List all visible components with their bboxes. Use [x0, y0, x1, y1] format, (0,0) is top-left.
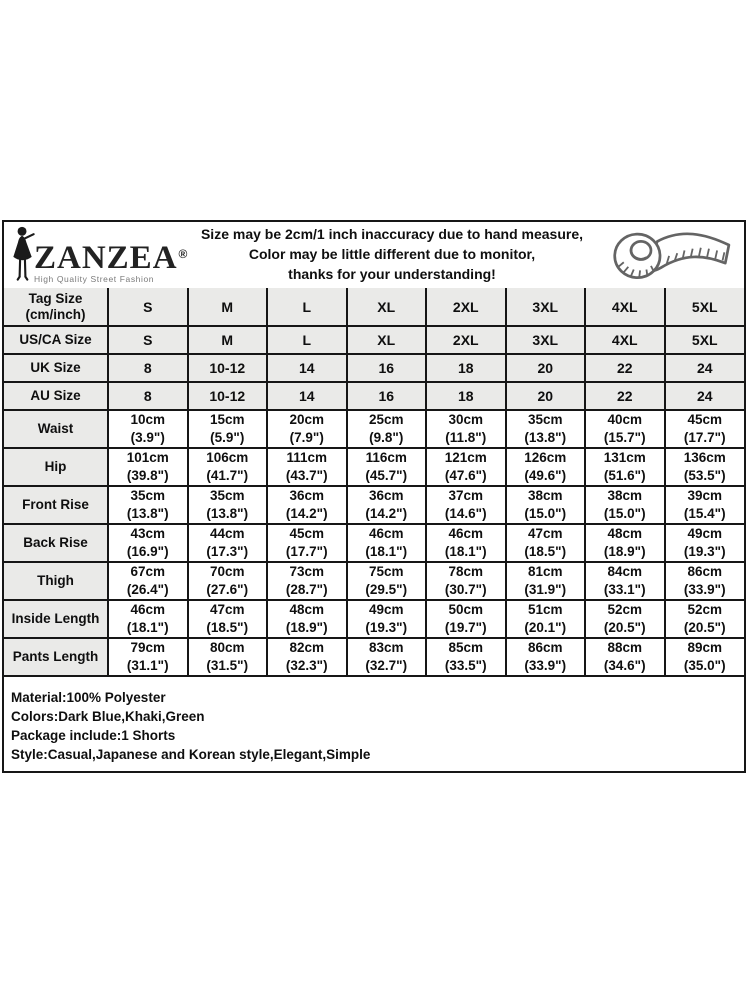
size-cell: L: [267, 326, 347, 354]
row-label: UK Size: [4, 354, 108, 382]
size-cell: 52cm (20.5"): [665, 600, 745, 638]
table-row: [4, 600, 744, 638]
size-cell: 4XL: [585, 288, 665, 326]
size-cell: 22: [585, 354, 665, 382]
table-row: [4, 326, 744, 354]
size-cell: 46cm (18.1"): [108, 600, 188, 638]
size-cell: 24: [665, 382, 745, 410]
table-row: [4, 486, 744, 524]
size-cell: 5XL: [665, 326, 745, 354]
size-cell: 48cm (18.9"): [585, 524, 665, 562]
row-label: Waist: [4, 410, 108, 448]
size-cell: 30cm (11.8"): [426, 410, 506, 448]
size-cell: 86cm (33.9"): [506, 638, 586, 676]
size-cell: 20: [506, 382, 586, 410]
size-cell: 67cm (26.4"): [108, 562, 188, 600]
size-cell: 15cm (5.9"): [188, 410, 268, 448]
woman-silhouette-icon: [10, 226, 36, 284]
size-cell: XL: [347, 288, 427, 326]
disclaimer-line-1: Size may be 2cm/1 inch inaccuracy due to hand measure,: [200, 226, 584, 242]
sheet-header: [4, 222, 744, 288]
row-label: Front Rise: [4, 486, 108, 524]
size-cell: S: [108, 326, 188, 354]
size-cell: 86cm (33.9"): [665, 562, 745, 600]
size-cell: 75cm (29.5"): [347, 562, 427, 600]
size-table: [4, 288, 744, 677]
row-label: Hip: [4, 448, 108, 486]
size-cell: 38cm (15.0"): [506, 486, 586, 524]
size-cell: 49cm (19.3"): [347, 600, 427, 638]
table-row: [4, 382, 744, 410]
size-cell: 45cm (17.7"): [665, 410, 745, 448]
size-cell: L: [267, 288, 347, 326]
row-label: Pants Length: [4, 638, 108, 676]
brand-logo-text: [34, 240, 189, 284]
row-label: Inside Length: [4, 600, 108, 638]
table-row: [4, 354, 744, 382]
row-label: Tag Size (cm/inch): [4, 288, 108, 326]
product-info-material: Material:100% Polyester: [11, 690, 166, 705]
size-cell: 48cm (18.9"): [267, 600, 347, 638]
size-cell: 78cm (30.7"): [426, 562, 506, 600]
table-row: [4, 410, 744, 448]
size-cell: 47cm (18.5"): [506, 524, 586, 562]
size-cell: 35cm (13.8"): [188, 486, 268, 524]
size-cell: 101cm (39.8"): [108, 448, 188, 486]
size-cell: M: [188, 288, 268, 326]
size-cell: 50cm (19.7"): [426, 600, 506, 638]
size-cell: 38cm (15.0"): [585, 486, 665, 524]
size-cell: M: [188, 326, 268, 354]
size-cell: 79cm (31.1"): [108, 638, 188, 676]
size-chart-sheet: [2, 220, 746, 773]
size-cell: 20cm (7.9"): [267, 410, 347, 448]
size-cell: 22: [585, 382, 665, 410]
brand-name: [34, 240, 189, 276]
size-cell: 8: [108, 382, 188, 410]
size-cell: 16: [347, 382, 427, 410]
table-row: [4, 524, 744, 562]
size-cell: 126cm (49.6"): [506, 448, 586, 486]
size-cell: 35cm (13.8"): [506, 410, 586, 448]
disclaimer-line-2: Color may be little different due to monitor,: [248, 246, 536, 262]
row-label: US/CA Size: [4, 326, 108, 354]
row-label: AU Size: [4, 382, 108, 410]
size-cell: S: [108, 288, 188, 326]
size-cell: 46cm (18.1"): [426, 524, 506, 562]
size-cell: 106cm (41.7"): [188, 448, 268, 486]
size-cell: 10cm (3.9"): [108, 410, 188, 448]
size-cell: 89cm (35.0"): [665, 638, 745, 676]
size-cell: 70cm (27.6"): [188, 562, 268, 600]
size-cell: 88cm (34.6"): [585, 638, 665, 676]
size-cell: 2XL: [426, 326, 506, 354]
size-cell: 10-12: [188, 354, 268, 382]
size-cell: XL: [347, 326, 427, 354]
size-cell: 20: [506, 354, 586, 382]
size-cell: 83cm (32.7"): [347, 638, 427, 676]
table-row: [4, 562, 744, 600]
product-info-package: Package include:1 Shorts: [11, 728, 176, 743]
table-row: [4, 638, 744, 676]
size-cell: 84cm (33.1"): [585, 562, 665, 600]
size-cell: 24: [665, 354, 745, 382]
product-info-style: Style:Casual,Japanese and Korean style,Elegant,Simple: [11, 747, 371, 762]
size-cell: 51cm (20.1"): [506, 600, 586, 638]
tape-measure-wrap: [596, 226, 738, 284]
size-cell: 46cm (18.1"): [347, 524, 427, 562]
size-cell: 85cm (33.5"): [426, 638, 506, 676]
size-cell: 36cm (14.2"): [267, 486, 347, 524]
size-cell: 111cm (43.7"): [267, 448, 347, 486]
size-cell: 10-12: [188, 382, 268, 410]
brand-tagline: High Quality Street Fashion: [34, 274, 155, 284]
table-row: [4, 448, 744, 486]
size-cell: 80cm (31.5"): [188, 638, 268, 676]
size-cell: 14: [267, 354, 347, 382]
size-cell: 18: [426, 354, 506, 382]
size-cell: 3XL: [506, 288, 586, 326]
product-info-colors: Colors:Dark Blue,Khaki,Green: [11, 709, 205, 724]
table-row: [4, 288, 744, 326]
size-cell: 2XL: [426, 288, 506, 326]
size-cell: 8: [108, 354, 188, 382]
tape-measure-icon: [602, 226, 738, 284]
size-cell: 14: [267, 382, 347, 410]
size-cell: 81cm (31.9"): [506, 562, 586, 600]
size-cell: 82cm (32.3"): [267, 638, 347, 676]
disclaimer-line-3: thanks for your understanding!: [288, 266, 496, 282]
size-cell: 25cm (9.8"): [347, 410, 427, 448]
size-cell: 18: [426, 382, 506, 410]
size-cell: 73cm (28.7"): [267, 562, 347, 600]
size-cell: 4XL: [585, 326, 665, 354]
size-cell: 16: [347, 354, 427, 382]
size-cell: 131cm (51.6"): [585, 448, 665, 486]
size-cell: 136cm (53.5"): [665, 448, 745, 486]
registered-trademark: ®: [178, 247, 189, 261]
size-cell: 39cm (15.4"): [665, 486, 745, 524]
brand-wordmark: ZANZEA: [34, 240, 178, 276]
size-cell: 116cm (45.7"): [347, 448, 427, 486]
size-cell: 121cm (47.6"): [426, 448, 506, 486]
product-info: [4, 677, 744, 764]
size-cell: 40cm (15.7"): [585, 410, 665, 448]
size-cell: 49cm (19.3"): [665, 524, 745, 562]
size-cell: 36cm (14.2"): [347, 486, 427, 524]
size-cell: 44cm (17.3"): [188, 524, 268, 562]
size-disclaimer: [188, 224, 596, 286]
row-label: Back Rise: [4, 524, 108, 562]
size-cell: 3XL: [506, 326, 586, 354]
size-cell: 5XL: [665, 288, 745, 326]
brand-logo: [10, 226, 188, 284]
row-label: Thigh: [4, 562, 108, 600]
size-cell: 47cm (18.5"): [188, 600, 268, 638]
size-cell: 43cm (16.9"): [108, 524, 188, 562]
size-cell: 37cm (14.6"): [426, 486, 506, 524]
size-cell: 52cm (20.5"): [585, 600, 665, 638]
size-cell: 35cm (13.8"): [108, 486, 188, 524]
size-cell: 45cm (17.7"): [267, 524, 347, 562]
